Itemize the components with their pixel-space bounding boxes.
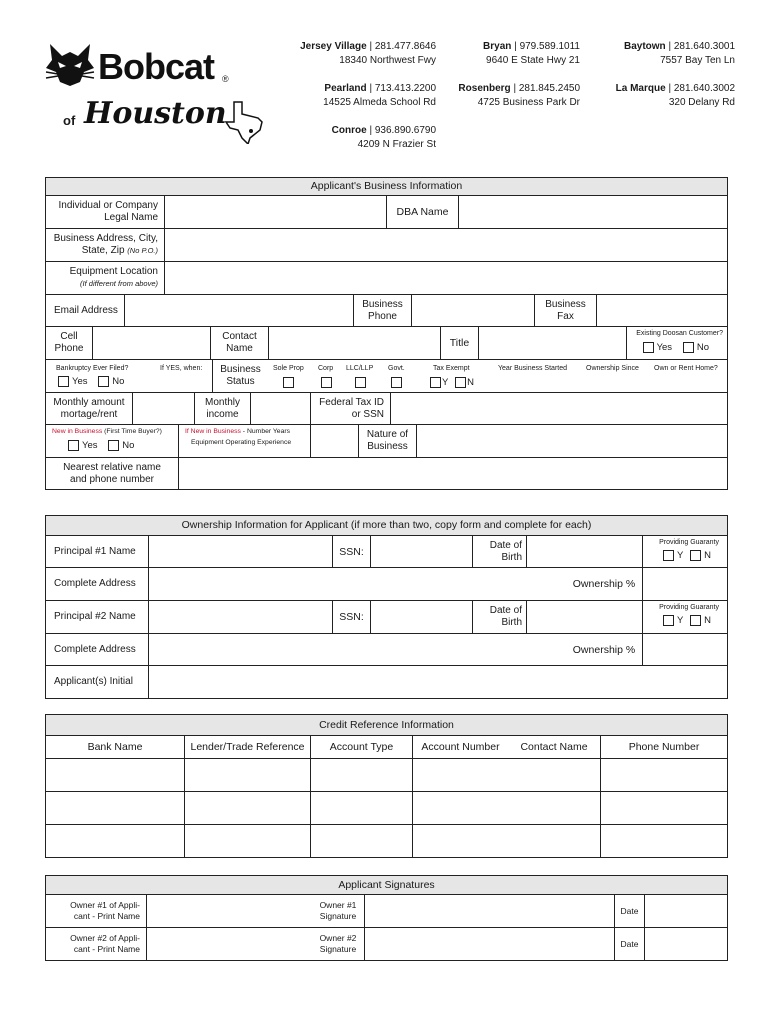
status-row — [46, 360, 727, 393]
location-rosenberg: Rosenberg | 281.845.2450 4725 Business Park Dr — [380, 82, 580, 110]
credit-row — [46, 825, 727, 857]
location-phone: 713.413.2200 — [374, 83, 436, 94]
owner-2-name-field[interactable] — [146, 928, 312, 960]
section-title: Applicant Signatures — [46, 876, 727, 895]
relative-row — [46, 458, 727, 489]
monthly-income-label: Monthly income — [194, 393, 250, 424]
credit-row — [46, 792, 727, 825]
principal-1-ownership-field[interactable] — [642, 568, 727, 600]
registered-mark: ® — [222, 74, 229, 84]
relative-field[interactable] — [178, 458, 727, 489]
location-name: Jersey Village — [300, 41, 367, 52]
location-address: 4725 Business Park Dr — [477, 97, 580, 108]
date-label: Date — [614, 895, 644, 927]
legal-name-label: Individual or Company Legal Name — [58, 200, 158, 223]
contact-name-field[interactable] — [268, 327, 440, 359]
location-baytown: Baytown | 281.640.3001 7557 Bay Ten Ln — [535, 40, 735, 68]
column-header: Lender/Trade Reference — [184, 736, 310, 758]
if-yes-label: If YES, when: — [160, 365, 203, 372]
equipment-row — [46, 262, 727, 295]
phone-number-field[interactable] — [600, 759, 727, 791]
date-label: Date — [614, 928, 644, 960]
bank-name-field[interactable] — [46, 825, 184, 857]
mortgage-label: Monthly amount mortage/rent — [53, 396, 125, 420]
location-address: 320 Delany Rd — [668, 97, 735, 108]
business-status-label: Business Status — [212, 360, 268, 392]
column-header: Account Type — [310, 736, 412, 758]
logo-of: of — [63, 113, 76, 128]
relative-label: Nearest relative name and phone number — [63, 461, 161, 485]
new-business-no-checkbox[interactable] — [108, 440, 119, 451]
business-phone-field[interactable] — [411, 295, 534, 326]
operating-experience-label: If New in Business - Number Years — [185, 428, 291, 435]
year-started-cell[interactable]: Year Business Started — [498, 365, 568, 372]
applicant-initial-label: Applicant(s) Initial — [54, 676, 133, 687]
bankruptcy-when-cell[interactable] — [146, 360, 212, 392]
location-phone: 936.890.6790 — [374, 125, 436, 136]
applicant-initial-field[interactable] — [148, 666, 727, 698]
tax-id-field[interactable] — [390, 393, 727, 424]
dob-label: Date of Birth — [472, 601, 526, 633]
location-pearland: Pearland | 713.413.2200 14525 Almeda School Rd — [236, 82, 436, 110]
address-1-row — [46, 568, 727, 601]
operating-experience-cell[interactable]: If New in Business - Number Years Equipment Operating Experience — [178, 425, 310, 457]
location-address: 18340 Northwest Fwy — [339, 55, 436, 66]
new-in-business-cell: New in Business (First Time Buyer?) Yes No — [52, 428, 162, 451]
principal-2-ssn-field[interactable] — [370, 601, 472, 633]
account-type-field[interactable] — [310, 759, 412, 791]
contact-name-field[interactable] — [508, 825, 600, 857]
location-phone: 281.640.3001 — [673, 41, 735, 52]
existing-customer-label: Existing Doosan Customer? — [636, 330, 723, 337]
title-label: Title — [440, 327, 478, 359]
ownership-pct-label: Ownership % — [572, 643, 636, 656]
business-address-label: Business Address, City, State, Zip (No P.O.) — [53, 233, 158, 256]
principal-1-ssn-field[interactable] — [370, 536, 472, 567]
principal-2-field[interactable] — [148, 601, 332, 633]
credit-header-row — [46, 736, 727, 759]
existing-customer-cell: Existing Doosan Customer? Yes No — [626, 327, 727, 359]
nature-of-business-field[interactable] — [416, 425, 727, 457]
contact-name-label: Contact Name — [210, 327, 268, 359]
owner-2-signature-label: Owner #2 Signature — [319, 933, 357, 954]
location-phone: 281.477.8646 — [374, 41, 436, 52]
cell-phone-label: Cell Phone — [54, 331, 84, 354]
bobcat-head-icon — [44, 42, 96, 86]
new-business-row — [46, 425, 727, 458]
email-row — [46, 295, 727, 327]
location-bryan: Bryan | 979.589.1011 9640 E State Hwy 21 — [380, 40, 580, 68]
equipment-location-field[interactable] — [164, 262, 727, 294]
ssn-label: SSN: — [332, 536, 370, 567]
complete-address-label: Complete Address — [54, 643, 136, 655]
business-address-field[interactable] — [164, 229, 727, 261]
principal-1-address-field[interactable] — [148, 568, 566, 600]
location-phone: 281.845.2450 — [518, 83, 580, 94]
llc-checkbox[interactable] — [355, 377, 366, 388]
status-options-cell: Sole Prop Corp LLC/LLP Govt. Tax Exempt Y N — [273, 365, 474, 388]
complete-address-label: Complete Address — [54, 578, 136, 589]
account-type-field[interactable] — [310, 825, 412, 857]
owner-1-name-field[interactable] — [146, 895, 312, 927]
contact-name-field[interactable] — [508, 792, 600, 824]
phone-number-field[interactable] — [600, 825, 727, 857]
cell-phone-field[interactable] — [92, 327, 210, 359]
business-phone-label: Business Phone — [353, 295, 411, 326]
ownership-section — [45, 515, 728, 699]
column-header: Bank Name — [87, 741, 143, 753]
tax-id-label: Federal Tax ID or SSN — [310, 393, 390, 424]
legal-name-field[interactable] — [164, 196, 386, 228]
location-address: 9640 E State Hwy 21 — [486, 55, 580, 66]
mortgage-field[interactable] — [132, 393, 194, 424]
tax-exempt-n-checkbox[interactable] — [455, 377, 466, 388]
location-la-marque: La Marque | 281.640.3002 320 Delany Rd — [535, 82, 735, 110]
guaranty-2-cell: Providing Guaranty Y N — [642, 601, 727, 633]
owner-1-row — [46, 895, 727, 928]
account-number-field[interactable] — [412, 825, 508, 857]
new-in-business-label: New in Business (First Time Buyer?) — [52, 428, 162, 435]
column-header: Phone Number — [600, 736, 727, 758]
principal-2-row — [46, 601, 727, 634]
email-label: Email Address — [54, 304, 118, 316]
section-title: Credit Reference Information — [46, 715, 727, 736]
location-phone: 979.589.1011 — [519, 41, 580, 52]
owner-1-signature-label: Owner #1 Signature — [319, 900, 357, 921]
section-title: Ownership Information for Applicant (if more than two, copy form and complete for each) — [46, 516, 727, 536]
owner-2-signature-field[interactable] — [364, 928, 614, 960]
dba-label: DBA Name — [386, 196, 458, 228]
owner-2-name-label: Owner #2 of Appli- cant - Print Name — [70, 933, 140, 954]
account-number-field[interactable] — [412, 792, 508, 824]
location-name: Conroe — [331, 125, 367, 136]
location-name: Rosenberg — [458, 83, 511, 94]
financial-row — [46, 393, 727, 425]
location-name: Bryan — [483, 41, 512, 52]
location-name: Baytown — [623, 41, 666, 52]
owner-2-date-field[interactable] — [644, 928, 727, 960]
location-address: 14525 Almeda School Rd — [323, 97, 436, 108]
principal-2-label: Principal #2 Name — [54, 611, 136, 622]
nature-of-business-label: Nature of Business — [358, 425, 416, 457]
contact-name-field[interactable] — [508, 759, 600, 791]
bankruptcy-yes-checkbox[interactable] — [58, 376, 69, 387]
signatures-section — [45, 875, 728, 961]
ssn-label: SSN: — [332, 601, 370, 633]
sole-prop-checkbox[interactable] — [283, 377, 294, 388]
dob-label: Date of Birth — [472, 536, 526, 567]
location-address: 4209 N Frazier St — [357, 139, 436, 150]
guaranty-2-y-checkbox[interactable] — [663, 615, 674, 626]
owner-1-date-field[interactable] — [644, 895, 727, 927]
new-business-yes-checkbox[interactable] — [68, 440, 79, 451]
location-name: Pearland — [324, 83, 367, 94]
lender-field[interactable] — [184, 759, 310, 791]
logo-brand: Bobcat — [98, 46, 215, 87]
email-field[interactable] — [124, 295, 353, 326]
location-name: La Marque — [615, 83, 666, 94]
initial-row — [46, 666, 727, 698]
business-fax-field[interactable] — [596, 295, 727, 326]
existing-yes-checkbox[interactable] — [643, 342, 654, 353]
equipment-location-label: Equipment Location (If different from above) — [69, 266, 158, 288]
principal-1-label: Principal #1 Name — [54, 545, 136, 557]
bankruptcy-cell: Bankruptcy Ever Filed? Yes No — [56, 365, 129, 387]
address-2-row — [46, 634, 727, 666]
existing-no-checkbox[interactable] — [683, 342, 694, 353]
principal-2-address-field[interactable] — [148, 634, 566, 665]
bankruptcy-no-checkbox[interactable] — [98, 376, 109, 387]
section-title: Applicant's Business Information — [46, 178, 727, 196]
location-jersey-village: Jersey Village | 281.477.8646 18340 Northwest Fwy — [236, 40, 436, 68]
logo-city: Houston — [84, 96, 227, 131]
ownership-since-cell[interactable]: Ownership Since — [586, 365, 639, 372]
owner-1-signature-field[interactable] — [364, 895, 614, 927]
bank-name-field[interactable] — [46, 759, 184, 791]
principal-2-ownership-field[interactable] — [642, 634, 727, 665]
address-row — [46, 229, 727, 262]
ownership-pct-label: Ownership % — [572, 578, 636, 590]
location-address: 7557 Bay Ten Ln — [660, 55, 735, 66]
lender-field[interactable] — [184, 825, 310, 857]
column-header: Account Number — [412, 736, 508, 758]
lender-field[interactable] — [184, 792, 310, 824]
business-fax-label: Business Fax — [534, 295, 596, 326]
principal-1-dob-field[interactable] — [526, 536, 642, 567]
dba-field[interactable] — [458, 196, 727, 228]
location-phone: 281.640.3002 — [673, 83, 735, 94]
guaranty-1-cell: Providing Guaranty Y N — [642, 536, 727, 567]
experience-field[interactable] — [310, 425, 358, 457]
govt-checkbox[interactable] — [391, 377, 402, 388]
contact-row — [46, 327, 727, 360]
guaranty-1-y-checkbox[interactable] — [663, 550, 674, 561]
owner-2-row — [46, 928, 727, 960]
principal-1-field[interactable] — [148, 536, 332, 567]
account-number-field[interactable] — [412, 759, 508, 791]
title-field[interactable] — [478, 327, 626, 359]
own-rent-cell[interactable]: Own or Rent Home? — [654, 365, 718, 372]
location-conroe: Conroe | 936.890.6790 4209 N Frazier St — [236, 124, 436, 152]
bankruptcy-label: Bankruptcy Ever Filed? — [56, 365, 129, 372]
owner-1-name-label: Owner #1 of Appli- cant - Print Name — [70, 900, 140, 921]
credit-reference-section — [45, 714, 728, 858]
column-header: Contact Name — [520, 741, 588, 753]
business-info-section — [45, 177, 728, 490]
principal-1-row — [46, 536, 727, 568]
legal-name-row — [46, 196, 727, 229]
account-type-field[interactable] — [310, 792, 412, 824]
tax-exempt-y-checkbox[interactable] — [430, 377, 441, 388]
corp-checkbox[interactable] — [321, 377, 332, 388]
principal-2-dob-field[interactable] — [526, 601, 642, 633]
monthly-income-field[interactable] — [250, 393, 310, 424]
credit-row — [46, 759, 727, 792]
phone-number-field[interactable] — [600, 792, 727, 824]
bank-name-field[interactable] — [46, 792, 184, 824]
guaranty-1-n-checkbox[interactable] — [690, 550, 701, 561]
guaranty-2-n-checkbox[interactable] — [690, 615, 701, 626]
